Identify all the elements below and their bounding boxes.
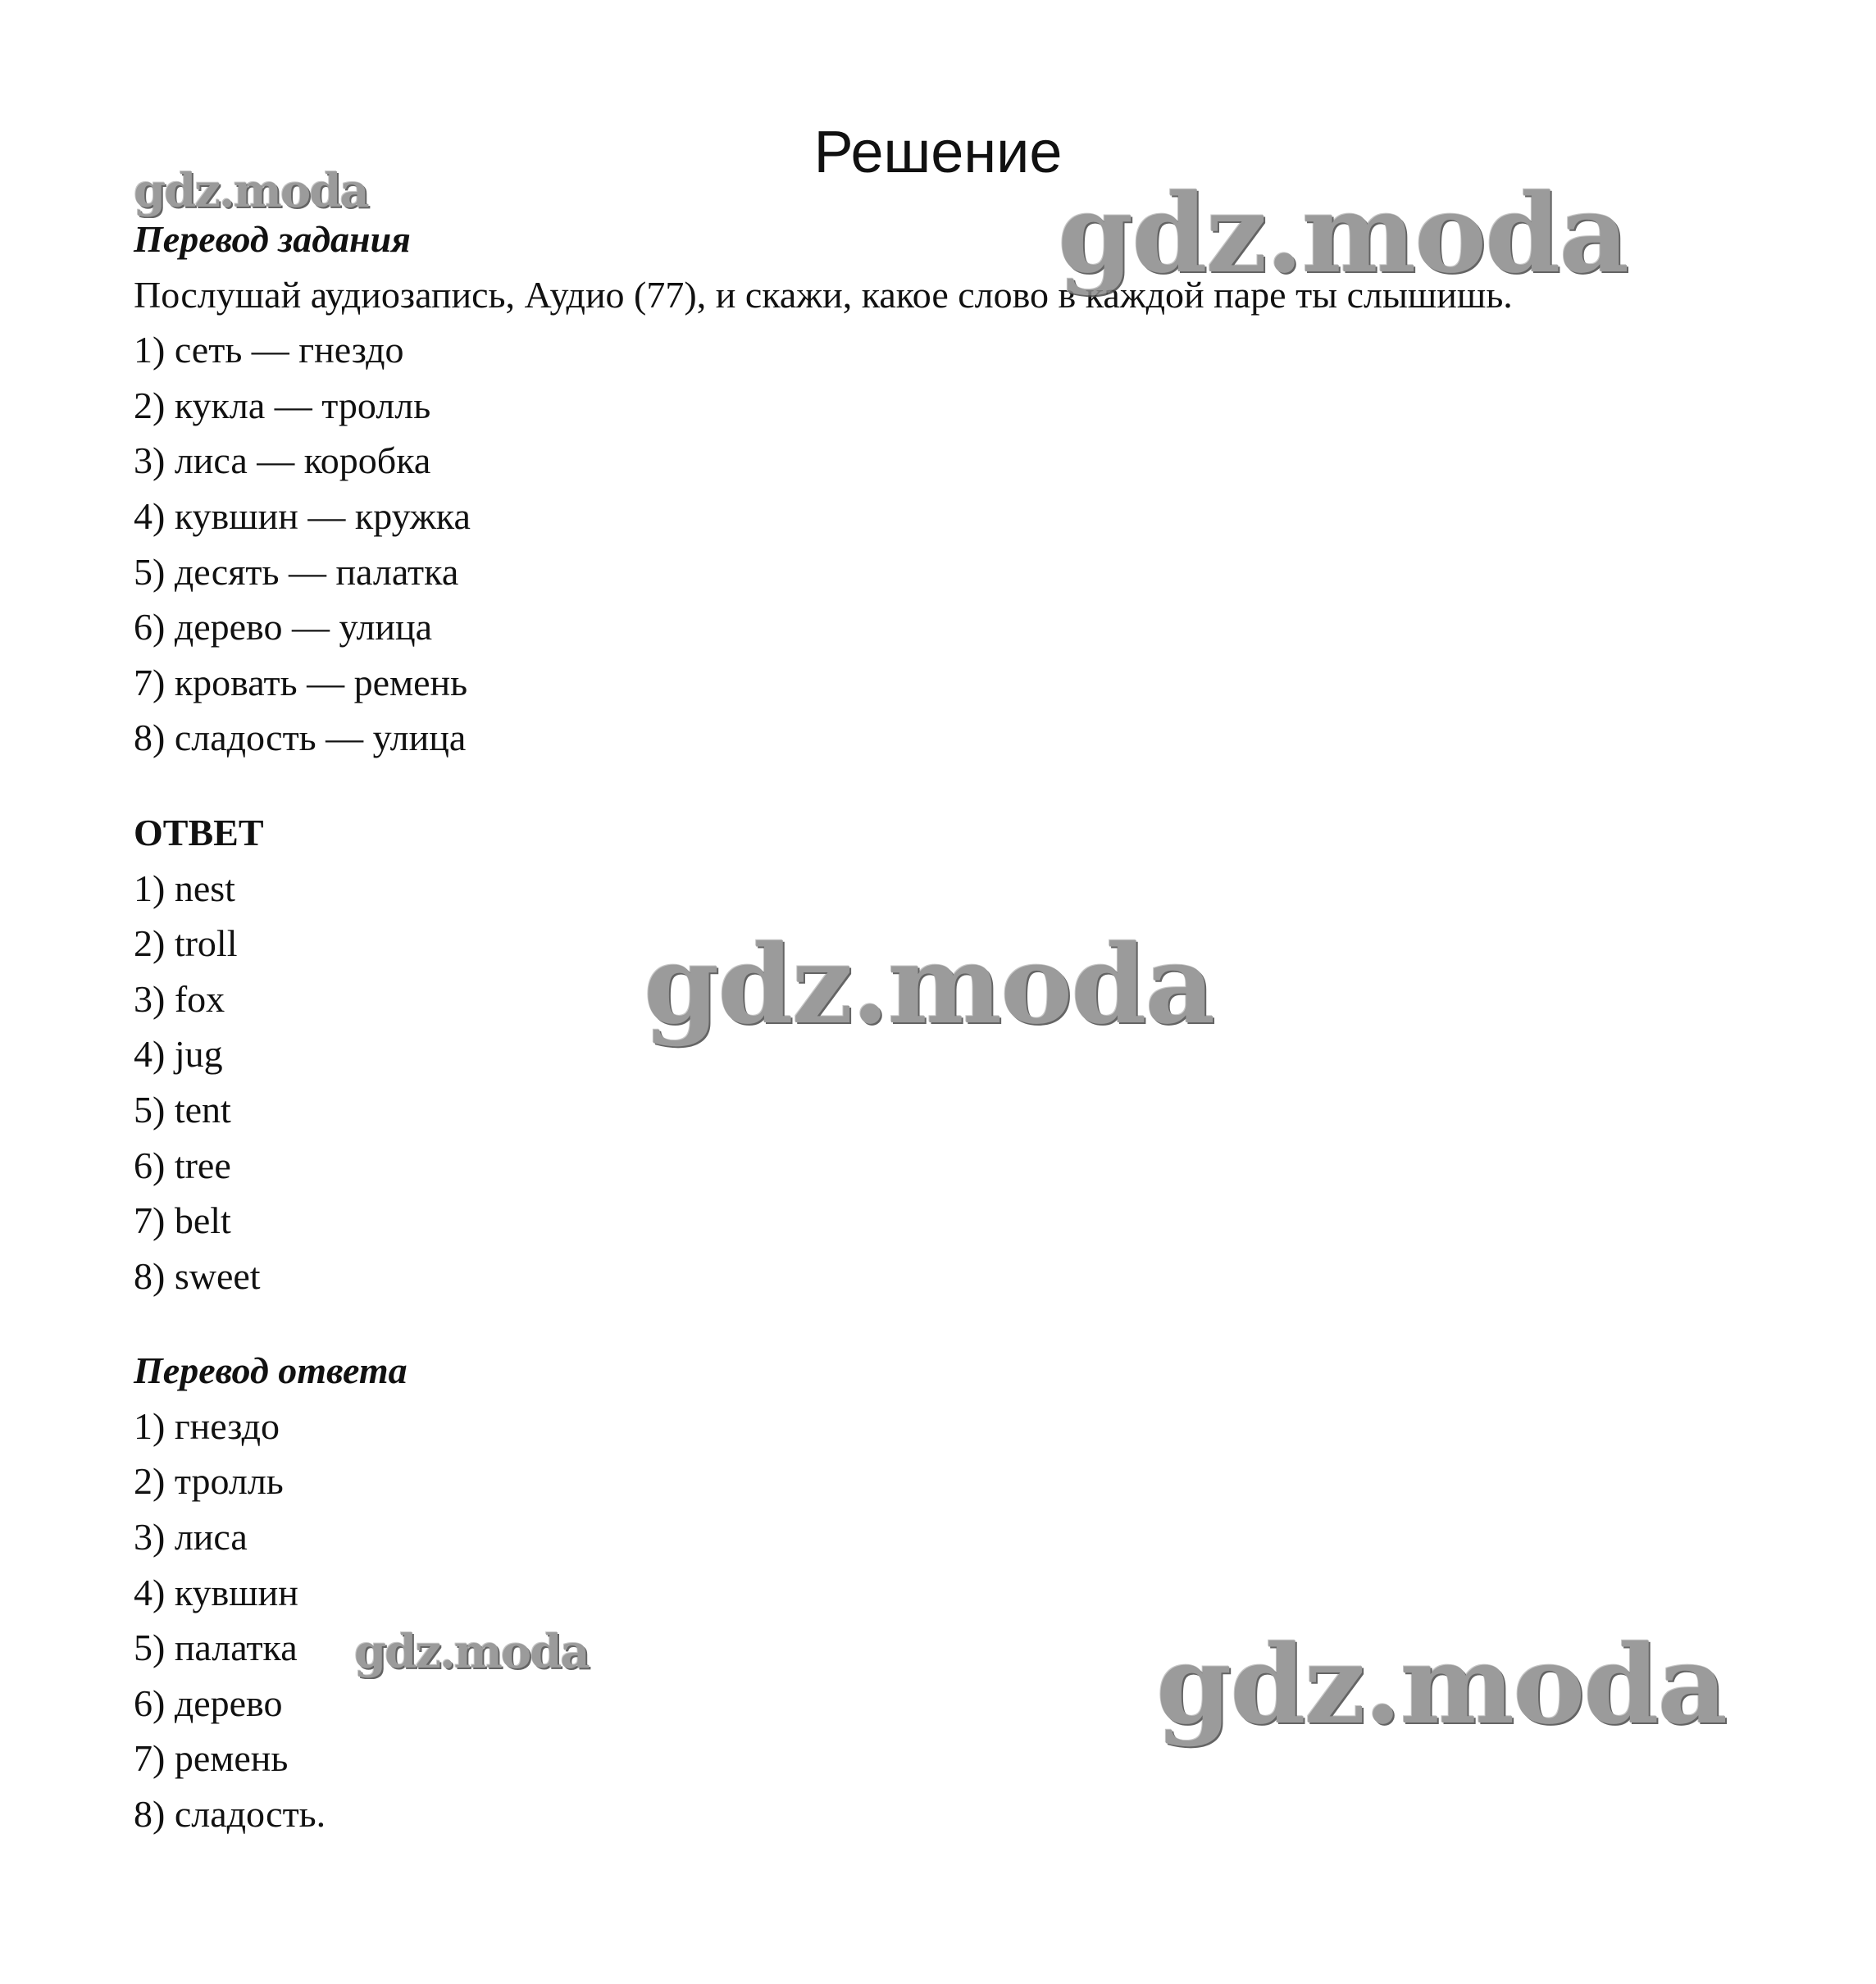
list-item: 8) сладость. — [134, 1793, 326, 1836]
list-item: 5) палатка — [134, 1627, 298, 1669]
list-item: 6) tree — [134, 1144, 231, 1186]
list-item: 3) fox — [134, 977, 225, 1020]
list-item: 4) кувшин — кружка — [134, 494, 471, 537]
task-instruction: Послушай аудиозапись, Аудио (77), и скажи, какое слово в каждой паре ты слышишь. — [134, 273, 1513, 316]
watermark-logo: gdz.moda — [1058, 171, 1628, 298]
list-item: 3) лиса — коробка — [134, 439, 431, 482]
list-item: 7) кровать — ремень — [134, 661, 468, 703]
task-items-list — [134, 322, 1806, 766]
list-item: 3) лиса — [134, 1516, 248, 1559]
page-title: Решение — [813, 120, 1063, 185]
answer-items-list — [134, 861, 1806, 1304]
list-item: 1) гнездо — [134, 1404, 280, 1447]
list-item: 1) сеть — гнездо — [134, 329, 404, 371]
document-body — [134, 212, 1806, 1842]
watermark-logo: gdz.moda — [1156, 1622, 1727, 1749]
watermark-logo: gdz.moda — [644, 921, 1214, 1049]
list-item: 2) troll — [134, 922, 238, 965]
list-item: 6) дерево — улица — [134, 606, 433, 648]
answer-translation-heading: Перевод ответа — [134, 1349, 408, 1392]
list-item: 2) тролль — [134, 1460, 284, 1503]
list-item: 8) sweet — [134, 1254, 261, 1297]
watermark-logo: gdz.moda — [134, 164, 368, 218]
list-item: 1) nest — [134, 867, 235, 909]
answer-translation-list — [134, 1399, 1806, 1842]
section-gap — [134, 766, 1806, 805]
task-translation-heading: Перевод задания — [134, 218, 411, 260]
list-item: 7) ремень — [134, 1737, 289, 1780]
section-gap — [134, 1304, 1806, 1343]
list-item: 5) десять — палатка — [134, 550, 459, 593]
list-item: 7) belt — [134, 1199, 231, 1242]
list-item: 4) jug — [134, 1033, 223, 1076]
list-item: 2) кукла — тролль — [134, 384, 431, 426]
list-item: 8) сладость — улица — [134, 717, 467, 759]
answer-heading: ОТВЕТ — [134, 811, 264, 853]
watermark-logo: gdz.moda — [354, 1625, 589, 1679]
list-item: 4) кувшин — [134, 1571, 298, 1613]
list-item: 5) tent — [134, 1088, 231, 1131]
list-item: 6) дерево — [134, 1681, 283, 1724]
